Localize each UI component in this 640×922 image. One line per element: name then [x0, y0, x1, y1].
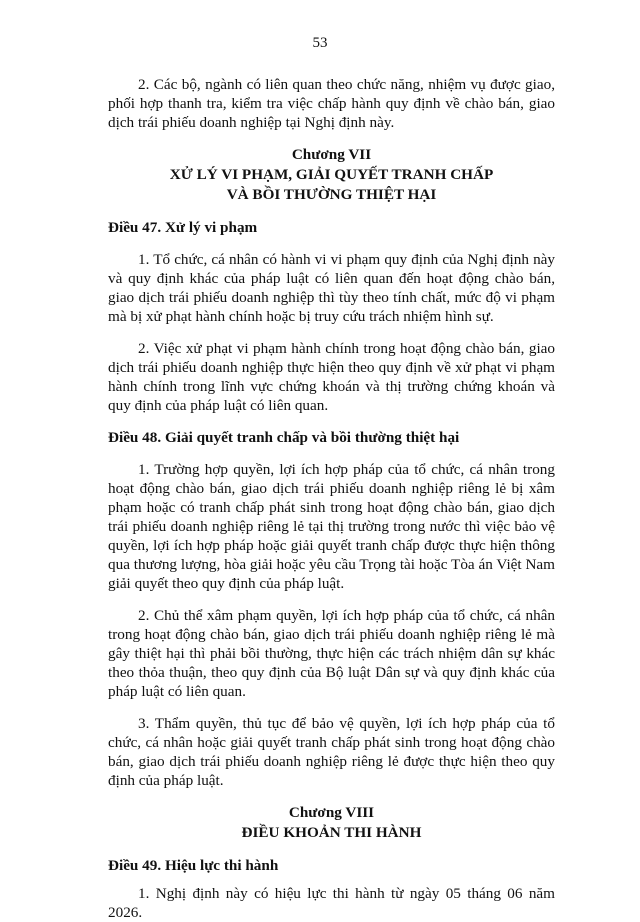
article-48-paragraph-3: 3. Thẩm quyền, thủ tục để bảo vệ quyền, lợi ích hợp pháp của tổ chức, cá nhân hoặc giải quyết tranh chấp phát sinh trong hoạt động chào bán, giao dịch trái phiếu doanh nghiệp riêng lẻ được thực hiện theo quy định của pháp luật. [108, 715, 555, 789]
article-47-paragraph-2: 2. Việc xử phạt vi phạm hành chính trong hoạt động chào bán, giao dịch trái phiếu doanh nghiệp thực hiện theo quy định về xử phạt vi phạm hành chính trong lĩnh vực chứng khoán và thị trường chứng khoán và quy định của pháp luật có liên quan. [108, 340, 555, 414]
chapter-8-label: Chương VIII [288, 804, 375, 821]
chapter-7-title-line1: XỬ LÝ VI PHẠM, GIẢI QUYẾT TRANH CHẤP [169, 166, 494, 183]
chapter-7-label: Chương VII [291, 146, 372, 163]
article-47-paragraph-1: 1. Tổ chức, cá nhân có hành vi vi phạm quy định của Nghị định này và quy định khác của pháp luật có liên quan đến hoạt động chào bán, giao dịch trái phiếu doanh nghiệp thì tùy theo tính chất, mức độ vi phạm mà bị xử phạt hành chính hoặc bị truy cứu trách nhiệm hình sự. [108, 251, 555, 325]
intro-paragraph: 2. Các bộ, ngành có liên quan theo chức năng, nhiệm vụ được giao, phối hợp thanh tra, kiểm tra việc chấp hành quy định về chào bán, giao dịch trái phiếu doanh nghiệp tại Nghị định này. [108, 76, 555, 131]
chapter-7-title-line2: VÀ BỒI THƯỜNG THIỆT HẠI [226, 186, 437, 203]
article-48-heading: Điều 48. Giải quyết tranh chấp và bồi thường thiệt hại [108, 429, 460, 446]
article-49-paragraph-1: 1. Nghị định này có hiệu lực thi hành từ ngày 05 tháng 06 năm 2026. [108, 885, 555, 921]
article-48-paragraph-2: 2. Chủ thể xâm phạm quyền, lợi ích hợp pháp của tổ chức, cá nhân trong hoạt động chào bán, giao dịch trái phiếu doanh nghiệp riêng lẻ mà gây thiệt hại thì phải bồi thường, thực hiện các trách nhiệm dân sự khác theo thỏa thuận, theo quy định của Bộ luật Dân sự và quy định khác của pháp luật có liên quan. [108, 607, 555, 700]
page-number: 53 [312, 35, 328, 51]
article-47-heading: Điều 47. Xử lý vi phạm [108, 219, 258, 236]
article-48-paragraph-1: 1. Trường hợp quyền, lợi ích hợp pháp của tổ chức, cá nhân trong hoạt động chào bán, giao dịch trái phiếu doanh nghiệp riêng lẻ bị xâm phạm hoặc có tranh chấp phát sinh trong hoạt động chào bán, giao dịch trái phiếu doanh nghiệp riêng lẻ tại thị trường trong nước thì việc bảo vệ quyền, lợi ích hợp pháp hoặc giải quyết tranh chấp được thực hiện thông qua thương lượng, hòa giải hoặc yêu cầu Trọng tài hoặc Tòa án Việt Nam giải quyết theo quy định của pháp luật. [108, 461, 555, 592]
article-49-heading: Điều 49. Hiệu lực thi hành [108, 857, 279, 874]
chapter-8-title-line1: ĐIỀU KHOẢN THI HÀNH [241, 824, 422, 841]
page-content [108, 75, 555, 922]
